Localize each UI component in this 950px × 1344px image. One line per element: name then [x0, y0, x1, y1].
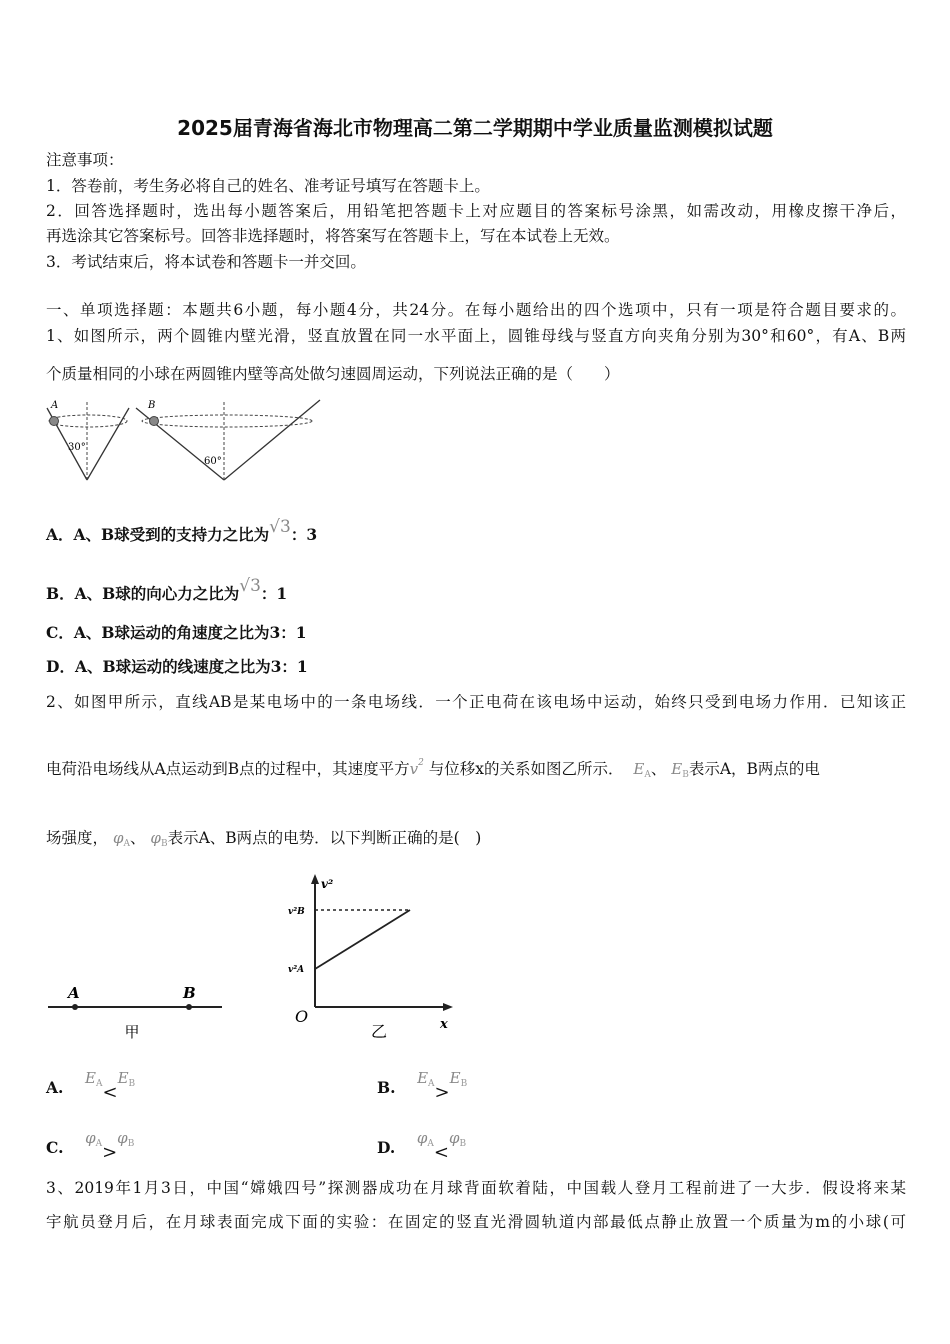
sqrt3: √3: [239, 576, 261, 596]
option-label: A.: [46, 1078, 64, 1097]
phi: φ: [449, 1129, 460, 1147]
q1-option-d[interactable]: [46, 657, 308, 677]
text: 表示A，B两点的电: [688, 760, 820, 778]
sep: 、: [129, 829, 146, 847]
q2-option-c[interactable]: [46, 1128, 134, 1163]
phi: φ: [150, 829, 161, 847]
point-a-label: A: [68, 984, 80, 1002]
sqrt3: √3: [269, 517, 291, 537]
option-text: ：1: [260, 584, 288, 603]
section-heading: 一、单项选择题：本题共6小题，每小题4分，共24分。在每小题给出的四个选项中，只有一项是符合题目要求的。: [46, 301, 906, 319]
option-label: A．: [46, 525, 74, 544]
phi: φ: [85, 1129, 96, 1147]
angle-b-label: 60°: [204, 456, 222, 467]
e: E: [117, 1069, 129, 1087]
angle-a-label: 30°: [68, 442, 86, 453]
option-label: D．: [46, 657, 75, 676]
option-text: A、B球受到的支持力之比为: [73, 525, 270, 544]
option-text: A、B球运动的角速度之比为3：1: [73, 623, 307, 642]
phi: φ: [112, 829, 124, 847]
sub: A: [95, 1079, 103, 1089]
figure-jia: [44, 980, 229, 1045]
sep: 、: [650, 760, 667, 778]
v: v: [409, 760, 419, 778]
ball-a-label: A: [51, 400, 59, 411]
caption-yi: 乙: [370, 1022, 388, 1041]
text: 表示A、B两点的电势．以下判断正确的是( ): [167, 829, 482, 847]
option-label: B.: [377, 1078, 396, 1097]
relation: <: [433, 1142, 449, 1163]
vb-label: v²B: [288, 907, 305, 917]
q2-option-b[interactable]: [377, 1068, 467, 1103]
e: E: [85, 1069, 96, 1087]
va-label: v²A: [288, 965, 305, 975]
sub: A: [428, 1079, 435, 1089]
ball-b-label: B: [148, 400, 156, 411]
page-title: 2025届青海省海北市物理高二第二学期期中学业质量监测模拟试题: [177, 116, 773, 140]
option-text: A、B球运动的线速度之比为3：1: [74, 657, 308, 676]
option-text: A、B球的向心力之比为: [74, 584, 240, 603]
sub: A: [123, 839, 130, 849]
notice-item: 3．考试结束后，将本试卷和答题卡一并交回。: [46, 253, 366, 271]
phi: φ: [416, 1129, 428, 1147]
point-b-label: B: [183, 984, 196, 1002]
eb-symbol: [671, 760, 689, 778]
text: 与位移x的关系如图乙所示．: [428, 760, 624, 778]
e: E: [671, 760, 683, 778]
question-2-text: [46, 753, 820, 785]
question-2-text: 2、如图甲所示，直线AB是某电场中的一条电场线．一个正电荷在该电场中运动，始终只受到电场力作用．已知该正: [46, 693, 906, 711]
option-label: C.: [46, 1138, 64, 1157]
phi: φ: [117, 1129, 128, 1147]
sub: B: [127, 1139, 135, 1149]
option-label: C．: [46, 623, 74, 642]
text: 场强度，: [46, 829, 109, 847]
sub: B: [460, 1079, 468, 1089]
caption-jia: 甲: [124, 1023, 140, 1041]
e: E: [417, 1069, 429, 1087]
question-1-text: 1、如图所示，两个圆锥内壁光滑，竖直放置在同一水平面上，圆锥母线与竖直方向夹角分别为30°和60°，有A、B两: [46, 327, 906, 345]
relation: >: [102, 1142, 118, 1163]
e: E: [449, 1069, 461, 1087]
question-3-text: 3、2019年1月3日，中国“嫦娥四号”探测器成功在月球背面软着陆，中国载人登月工程前进了一大步．假设将来某: [46, 1179, 906, 1197]
q1-option-c[interactable]: [46, 623, 307, 643]
q2-option-d[interactable]: [377, 1128, 466, 1163]
ea-symbol: [633, 760, 650, 778]
sub: B: [160, 839, 168, 849]
option-text: ：3: [290, 525, 318, 544]
question-1-text: 个质量相同的小球在两圆锥内壁等高处做匀速圆周运动，下列说法正确的是（ ）: [46, 365, 620, 383]
sub: B: [459, 1139, 467, 1149]
sub: A: [427, 1139, 434, 1149]
notice-heading: 注意事项：: [46, 151, 124, 169]
q2-option-a[interactable]: [46, 1068, 135, 1103]
figure-yi: [285, 872, 460, 1042]
notice-item: 再选涂其它答案标号。回答非选择题时，将答案写在答题卡上，写在本试卷上无效。: [46, 227, 620, 245]
relation: <: [102, 1082, 118, 1103]
x-axis-label: x: [440, 1017, 448, 1032]
sub: A: [644, 770, 651, 780]
sub: B: [682, 770, 689, 780]
question-3-text: 宇航员登月后，在月球表面完成下面的实验：在固定的竖直光滑圆轨道内部最低点静止放置一个质量为m的小球(可: [46, 1213, 906, 1231]
q1-option-b[interactable]: [46, 576, 287, 604]
text: 电荷沿电场线从A点运动到B点的过程中，其速度平方: [46, 760, 410, 778]
cone-figure: [44, 396, 324, 486]
sub: B: [128, 1079, 136, 1089]
sub: A: [95, 1139, 103, 1149]
relation: >: [434, 1082, 450, 1103]
e: E: [633, 760, 645, 778]
v-symbol: [410, 760, 424, 778]
option-label: B．: [46, 584, 75, 603]
option-label: D.: [377, 1138, 396, 1157]
square: 2: [418, 758, 424, 768]
question-2-text: [46, 828, 481, 854]
notice-item: 2．回答选择题时，选出每小题答案后，用铅笔把答题卡上对应题目的答案标号涂黑，如需改动，用橡皮擦干净后，: [46, 202, 906, 220]
phib-symbol: [150, 829, 167, 847]
q1-option-a[interactable]: [46, 517, 317, 545]
origin-label: O: [295, 1007, 309, 1026]
y-axis-label: v²: [321, 877, 334, 891]
notice-item: 1．答卷前，考生务必将自己的姓名、准考证号填写在答题卡上。: [46, 177, 490, 195]
phia-symbol: [113, 829, 130, 847]
